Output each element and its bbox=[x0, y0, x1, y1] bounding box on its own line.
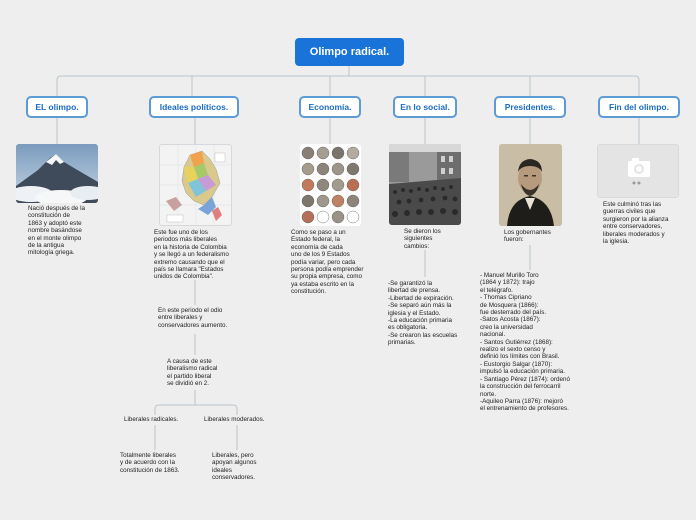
moderados-description: Liberales, pero apoyan algunos ideales conservadores. bbox=[212, 452, 257, 482]
ideales-description: Este fue uno de los periodos más liberales en la historia de Colombia y se llegó a un federalismo extremo causando que el país se llamara "Estados unidos de Colombia". bbox=[154, 229, 229, 281]
presidentes-list: - Manuel Murillo Toro (1864 y 1872): trajo el telégrafo. - Thomas Cipriano de Mosquera (1866): fue desterrado del país. -Satos Acosta (1867): creo la universidad nacional. - Santos Gutiérrez (1868): realizo el sexto censo y definió los límites con Brasil. - Eustorgio Salgar (1870): impulsó la educación primaria. - Santiago Pérez (1874): ordenó la construcción del ferrocarril norte. -Aquileo Parra (1876): mejoró el entrenamiento de profesores. bbox=[480, 272, 570, 413]
branch-en-lo-social[interactable]: En lo social. bbox=[393, 96, 457, 118]
camera-icon bbox=[598, 145, 679, 198]
social-changes-list: -Se garantizó la libertad de prensa. -Libertad de expiración. -Se separó aún más la iglesia y el Estado. -La educación primaria es obligatoria. -Se crearon las escuelas primarias. bbox=[388, 280, 458, 347]
image-placeholder bbox=[597, 144, 679, 198]
branch-el-olimpo[interactable]: EL olimpo. bbox=[26, 96, 88, 118]
colombia-map-image bbox=[159, 144, 232, 226]
branch-fin-del-olimpo[interactable]: Fin del olimpo. bbox=[598, 96, 680, 118]
branch-presidentes[interactable]: Presidentes. bbox=[494, 96, 566, 118]
crowd-photo-image bbox=[389, 144, 461, 225]
liberales-radicales: Liberales radicales. bbox=[124, 416, 179, 423]
root-topic[interactable]: Olimpo radical. bbox=[295, 38, 404, 66]
president-portrait-image bbox=[499, 144, 562, 226]
olimpo-description: Nació después de la constitución de 1863 y adoptó este nombre basándose en el monte olimpo de la antigua mitología griega. bbox=[28, 205, 86, 257]
presidentes-intro: Los gobernantes fueron: bbox=[504, 229, 551, 244]
coins-image bbox=[300, 144, 361, 226]
branch-ideales-politicos[interactable]: Ideales políticos. bbox=[149, 96, 239, 118]
social-intro: Se dieron los siguientes cambios: bbox=[404, 228, 441, 250]
fin-description: Este culminó tras las guerras civiles que surgieron por la alianza entre conservadores, liberales moderados y la iglesia. bbox=[603, 201, 669, 246]
ideales-causa: A causa de este liberalismo radical el partido liberal se dividió en 2. bbox=[167, 358, 218, 388]
liberales-moderados: Liberales moderados. bbox=[204, 416, 265, 423]
ideales-periodo: En este periodo el odio entre liberales y conservadores aumento. bbox=[158, 307, 228, 329]
mountain-image bbox=[16, 144, 98, 203]
economia-description: Como se paso a un Estado federal, la economía de cada uno de los 9 Estados podía variar, pero cada persona podía emprender su propia empresa, como ya estaba escrito en la constitución. bbox=[291, 229, 364, 296]
radicales-description: Totalmente liberales y de acuerdo con la constitución de 1863. bbox=[120, 452, 180, 474]
branch-economia[interactable]: Economía. bbox=[299, 96, 361, 118]
